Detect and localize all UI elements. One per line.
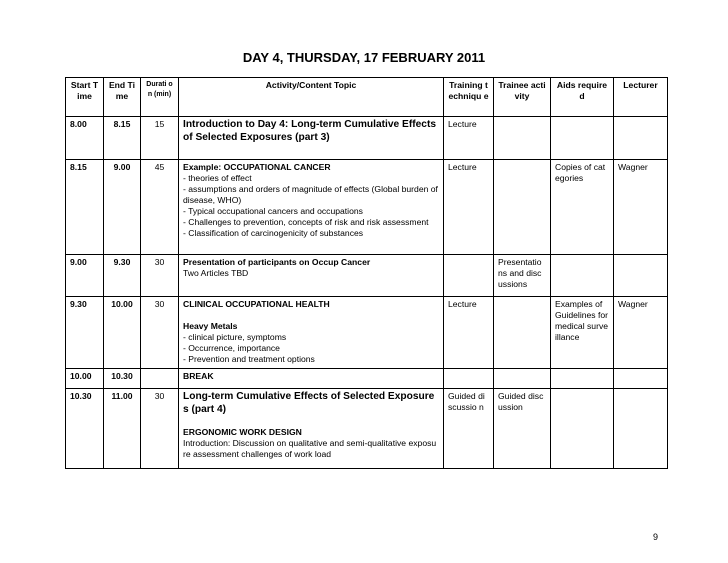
trainee-cell: Guided discussion (494, 389, 551, 469)
header-duration: Durati on (min) (141, 78, 179, 117)
lecturer-cell (614, 389, 668, 469)
activity-subtitle: ERGONOMIC WORK DESIGN (183, 427, 302, 437)
activity-line: - Typical occupational cancers and occupations (183, 206, 363, 216)
end-time: 10.30 (104, 369, 141, 389)
end-time: 9.30 (104, 255, 141, 297)
duration: 30 (141, 297, 179, 369)
lecturer-cell: Wagner (614, 297, 668, 369)
activity-line: - assumptions and orders of magnitude of effects (Global burden of disease, WHO) (183, 184, 438, 205)
schedule-table (65, 77, 668, 469)
end-time: 9.00 (104, 160, 141, 255)
table-row (66, 297, 668, 369)
activity-title: Introduction to Day 4: Long-term Cumulative Effects of Selected Exposures (part 3) (183, 119, 437, 143)
activity-line: - clinical picture, symptoms (183, 332, 287, 342)
trainee-cell (494, 117, 551, 160)
table-row (66, 117, 668, 160)
activity-cell (179, 369, 444, 389)
activity-cell (179, 160, 444, 255)
table-row (66, 369, 668, 389)
activity-line: - Prevention and treatment options (183, 354, 315, 364)
activity-cell (179, 297, 444, 369)
table-row (66, 160, 668, 255)
end-time: 10.00 (104, 297, 141, 369)
duration: 30 (141, 389, 179, 469)
technique-cell: Lecture (444, 297, 494, 369)
activity-line: - theories of effect (183, 173, 252, 183)
lecturer-cell (614, 369, 668, 389)
duration (141, 369, 179, 389)
trainee-cell (494, 297, 551, 369)
aids-cell: Examples of Guidelines for medical surveillance (551, 297, 614, 369)
start-time: 10.30 (66, 389, 104, 469)
end-time: 8.15 (104, 117, 141, 160)
page-title: DAY 4, THURSDAY, 17 FEBRUARY 2011 (242, 50, 486, 65)
header-technique: Training techniqu e (444, 78, 494, 117)
activity-cell (179, 255, 444, 297)
aids-cell (551, 389, 614, 469)
technique-cell: Lecture (444, 117, 494, 160)
trainee-cell (494, 369, 551, 389)
activity-line: - Occurrence, importance (183, 343, 280, 353)
activity-title: Presentation of participants on Occup Cancer (183, 257, 371, 267)
activity-cell (179, 117, 444, 160)
start-time: 8.00 (66, 117, 104, 160)
trainee-cell (494, 160, 551, 255)
header-lecturer: Lecturer (614, 78, 668, 117)
start-time: 8.15 (66, 160, 104, 255)
table-row (66, 389, 668, 469)
activity-subtitle: Heavy Metals (183, 321, 238, 331)
activity-title: BREAK (183, 371, 214, 381)
header-start: Start Time (66, 78, 104, 117)
page-number: 9 (653, 532, 659, 542)
end-time: 11.00 (104, 389, 141, 469)
start-time: 9.30 (66, 297, 104, 369)
technique-cell (444, 369, 494, 389)
activity-line: Introduction: Discussion on qualitative and semi-qualitative exposure assessment challenges of work load (183, 438, 437, 459)
aids-cell (551, 117, 614, 160)
start-time: 9.00 (66, 255, 104, 297)
aids-cell: Copies of categories (551, 160, 614, 255)
header-aids: Aids required (551, 78, 614, 117)
duration: 30 (141, 255, 179, 297)
aids-cell (551, 369, 614, 389)
header-trainee: Trainee activity (494, 78, 551, 117)
activity-title: Example: OCCUPATIONAL CANCER (183, 162, 331, 172)
duration: 15 (141, 117, 179, 160)
activity-line: Two Articles TBD (183, 268, 249, 278)
technique-cell: Guided discussio n (444, 389, 494, 469)
header-activity: Activity/Content Topic (179, 78, 444, 117)
trainee-cell: Presentatio ns and discussions (494, 255, 551, 297)
header-end: End Time (104, 78, 141, 117)
header-row (66, 78, 668, 117)
activity-title: Long-term Cumulative Effects of Selected Exposures (part 4) (183, 391, 435, 415)
activity-title: CLINICAL OCCUPATIONAL HEALTH (183, 299, 330, 309)
table-row (66, 255, 668, 297)
duration: 45 (141, 160, 179, 255)
activity-line: - Classification of carcinogenicity of substances (183, 228, 364, 238)
technique-cell (444, 255, 494, 297)
lecturer-cell (614, 255, 668, 297)
activity-line: - Challenges to prevention, concepts of risk and risk assessment (183, 217, 429, 227)
lecturer-cell (614, 117, 668, 160)
start-time: 10.00 (66, 369, 104, 389)
activity-cell (179, 389, 444, 469)
technique-cell: Lecture (444, 160, 494, 255)
aids-cell (551, 255, 614, 297)
lecturer-cell: Wagner (614, 160, 668, 255)
